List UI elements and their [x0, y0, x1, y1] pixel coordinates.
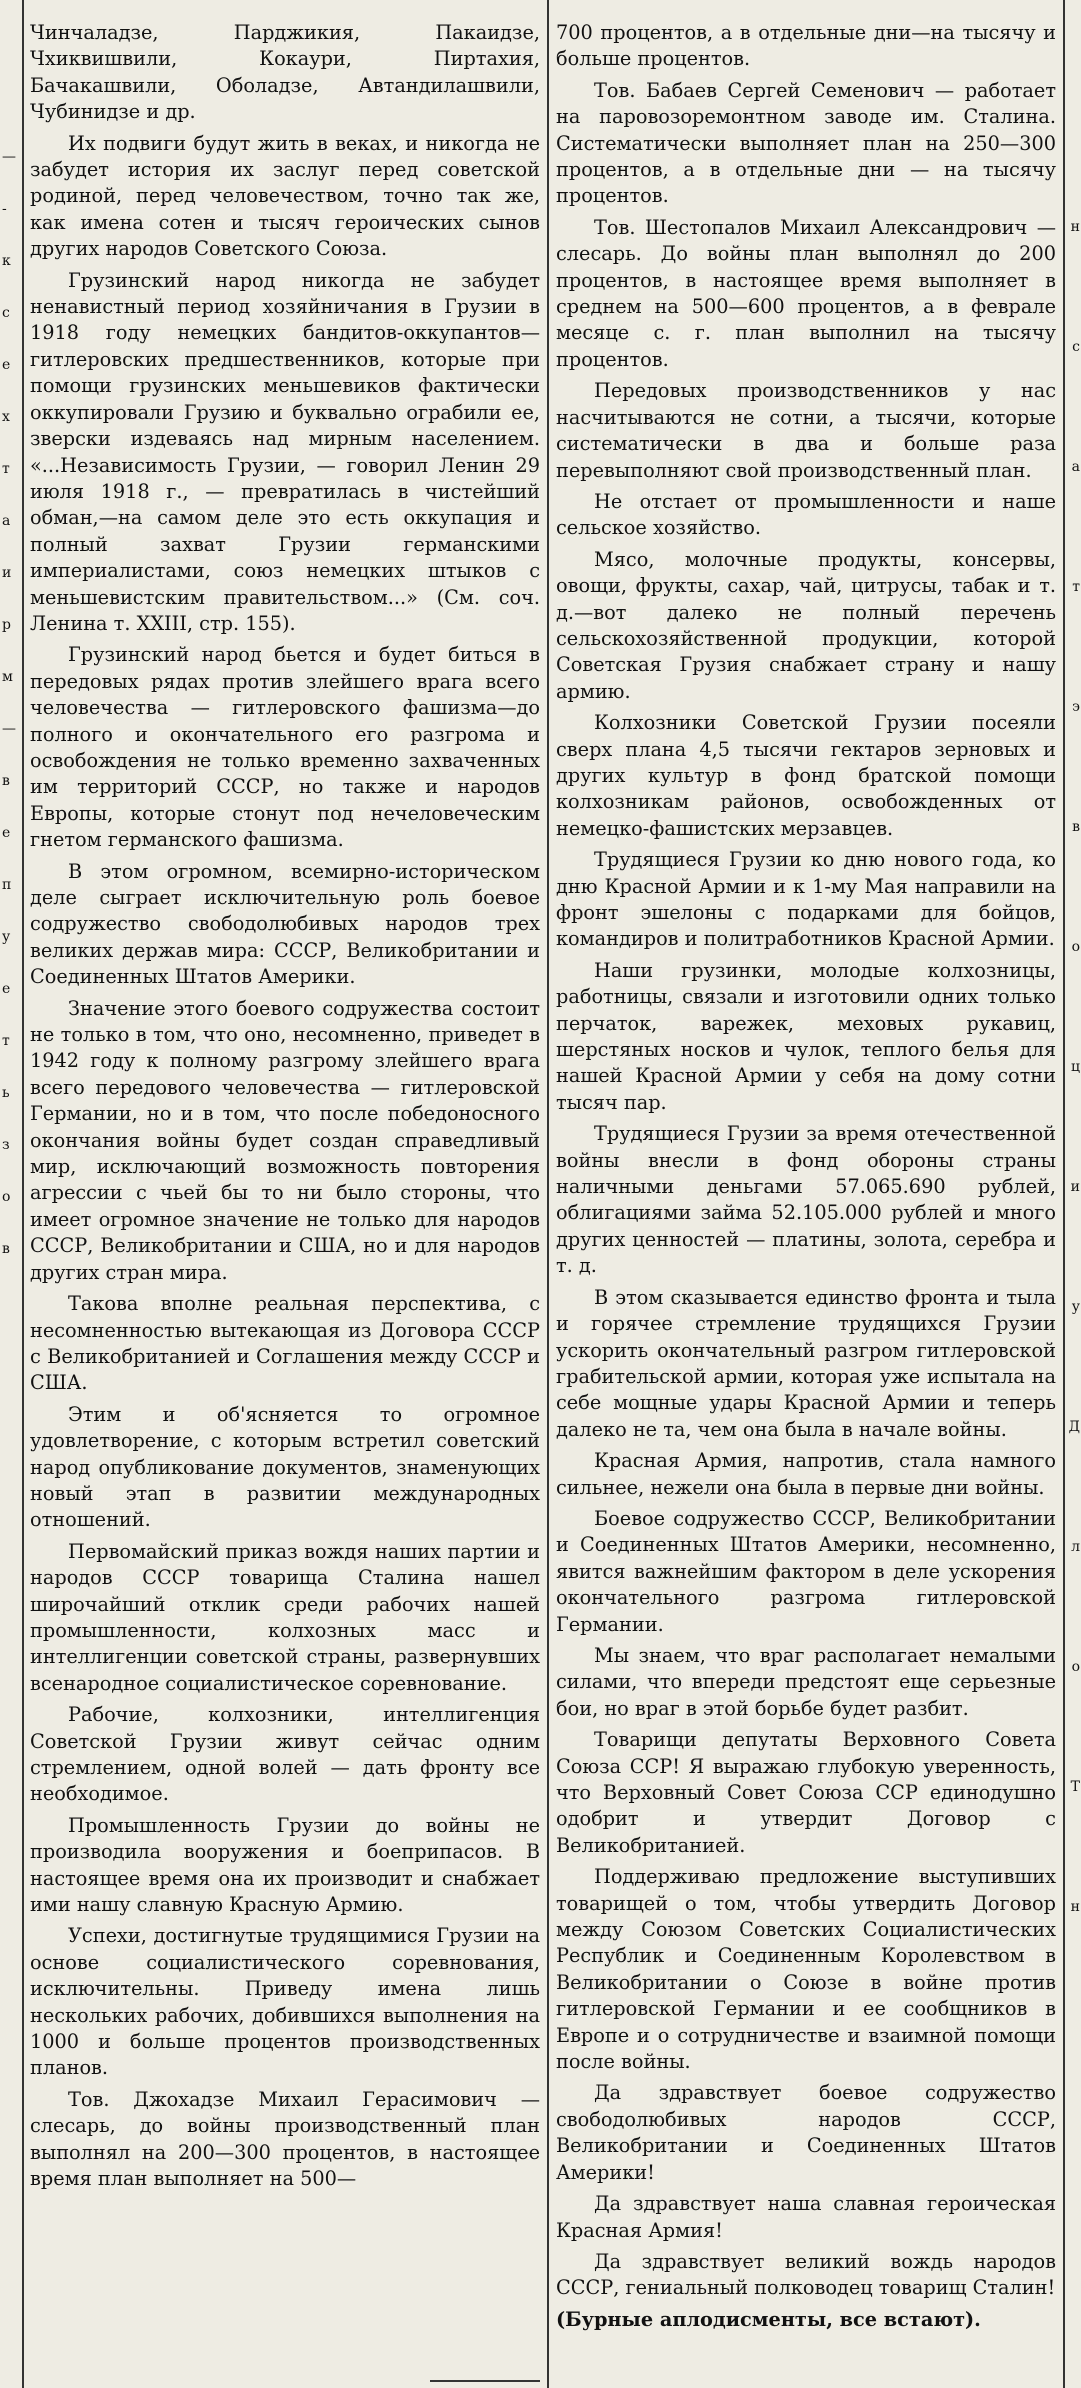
edge-fragment: з — [2, 1137, 10, 1153]
edge-fragment: — — [2, 721, 16, 737]
edge-fragment: а — [1071, 459, 1080, 475]
paragraph: Этим и об'ясняется то огромное удовлетворение, с которым встретил советский народ опубликование документов, знаменующих новый этап в развитии международных отношений. — [30, 1402, 540, 1532]
paragraph: Рабочие, колхозники, интеллигенция Советской Грузии живут сейчас одним стремлением, одной волей — дать фронту все необходимое. — [30, 1703, 540, 1806]
edge-fragment: о — [2, 1189, 11, 1205]
edge-fragment: е — [2, 825, 11, 841]
edge-fragment: Т — [1070, 1779, 1080, 1795]
paragraph: Трудящиеся Грузии ко дню нового года, ко дню Красной Армии и к 1-му Мая направили на фронт эшелоны с подарками для бойцов, командиров и политработников Красной Армии. — [556, 848, 1056, 951]
edge-fragment: ь — [2, 1085, 10, 1101]
edge-fragment: о — [1071, 1659, 1080, 1675]
paragraph: Их подвиги будут жить в веках, и никогда не забудет история их заслуг перед советской родиной, перед человечеством, точно так же, как имена сотен и тысяч героических сынов других народов Советского Союза. — [30, 131, 540, 261]
paragraph: Грузинский народ бьется и будет биться в передовых рядах против злейшего врага всего человечества — гитлеровского фашизма—до полного и окончательного его разгрома и освобождения не только временно захваченных им территорий СССР, но также и народов Европы, которые стонут под нечеловеческим гнетом германского фашизма. — [30, 643, 540, 852]
edge-fragment: т — [1072, 579, 1080, 595]
paragraph: Тов. Джохадзе Михаил Герасимович — слесарь, до войны производственный план выполнял на 200—300 процентов, в настоящее время план выполняет на 500— — [30, 2087, 540, 2191]
edge-fragment: с — [1072, 339, 1080, 355]
paragraph: Красная Армия, напротив, стала намного сильнее, нежели она была в первые дни войны. — [556, 1449, 1056, 1499]
article-column-right — [556, 20, 1056, 2382]
edge-fragment: и — [2, 565, 12, 581]
edge-fragment: у — [1071, 1299, 1080, 1315]
paragraph: Чинчаладзе, Парджикия, Пакаидзе, Чхиквишвили, Кокаури, Пиртахия, Бачакашвили, Оболадзе, Автандилашвили, Чубинидзе и др. — [30, 21, 540, 124]
closing-paragraph — [556, 2307, 1056, 2333]
paragraph: Да здравствует великий вождь народов СССР, гениальный полководец товарищ Сталин! — [556, 2249, 1056, 2300]
edge-fragment: — — [2, 149, 16, 165]
paragraph: Мы знаем, что враг располагает немалыми силами, что впереди предстоят еще серьезные бои, но враг в этой борьбе будет разбит. — [556, 1643, 1056, 1720]
paragraph: Колхозники Советской Грузии посеяли сверх плана 4,5 тысячи гектаров зерновых и других культур в фонд братской помощи колхозникам районов, освобожденных от немецко-фашистских мерзавцев. — [556, 711, 1056, 840]
edge-fragment: в — [1072, 819, 1080, 835]
edge-fragment: к — [2, 253, 11, 269]
column-end-rule — [430, 2380, 540, 2382]
paragraph: В этом огромном, всемирно-историческом деле сыграет исключительную роль боевое содружество свободолюбивых народов трех великих держав мира: СССР, Великобритании и Соединенных Штатов Америки. — [30, 859, 540, 989]
paragraph: Да здравствует боевое содружество свободолюбивых народов СССР, Великобритании и Соединенных Штатов Америки! — [556, 2081, 1056, 2184]
edge-fragment: у — [2, 929, 11, 945]
edge-fragment: о — [1071, 939, 1080, 955]
paragraph: Не отстает от промышленности и наше сельское хозяйство. — [556, 489, 1056, 540]
edge-fragment: в — [2, 773, 10, 789]
edge-fragment: т — [2, 461, 10, 477]
edge-fragment: п — [2, 877, 12, 893]
edge-fragment: е — [2, 357, 11, 373]
right-edge-cut-column — [1063, 0, 1081, 2388]
edge-fragment: - — [2, 201, 7, 217]
left-edge-cut-column — [0, 0, 24, 2388]
applause-note: (Бурные аплодисменты, все встают). — [556, 2307, 981, 2331]
paragraph: Да здравствует наша славная героическая Красная Армия! — [556, 2192, 1056, 2242]
paragraph: Поддерживаю предложение выступивших товарищей о том, чтобы утвердить Договор между Союзом Советских Социалистических Республик и Соединенным Королевством в Великобритании о Союзе в войне против гитлеровской Германии и ее сообщников в Европе и о сотрудничестве и взаимной помощи после войны. — [556, 1865, 1056, 2074]
paragraph: 700 процентов, а в отдельные дни—на тысячу и больше процентов. — [556, 21, 1056, 71]
paragraph: Трудящиеся Грузии за время отечественной войны внесли в фонд обороны страны наличными деньгами 57.065.690 рублей, облигациями займа 52.105.000 рублей и много других ценностей — платины, золота, серебра и т. д. — [556, 1122, 1056, 1278]
paragraph: Первомайский приказ вождя наших партии и народов СССР товарища Сталина нашел широчайший отклик среди рабочих нашей промышленности, колхозных масс и интеллигенции советской страны, развернувших всенародное социалистическое соревнование. — [30, 1539, 540, 1695]
paragraph: Наши грузинки, молодые колхозницы, работницы, связали и изготовили одних только перчаток, варежек, меховых рукавиц, шерстяных носков и чулок, теплого белья для нашей Красной Армии у себя на дому сотни тысяч пар. — [556, 958, 1056, 1114]
article-column-left — [30, 20, 540, 2382]
paragraph: Успехи, достигнутые трудящимися Грузии на основе социалистического соревнования, исключительны. Приведу имена лишь нескольких рабочих, добившихся выполнения на 1000 и больше процентов производственных планов. — [30, 1924, 540, 2080]
paragraph: Товарищи депутаты Верховного Совета Союза ССР! Я выражаю глубокую уверенность, что Верховный Совет Союза ССР единодушно одобрит и утвердит Договор с Великобританией. — [556, 1728, 1056, 1857]
paragraph: Промышленность Грузии до войны не производила вооружения и боеприпасов. В настоящее время она их производит и снабжает ими нашу славную Красную Армию. — [30, 1813, 540, 1917]
edge-fragment: е — [2, 981, 11, 997]
paragraph: Грузинский народ никогда не забудет ненавистный период хозяйничания в Грузии в 1918 году немецких бандитов-оккупантов—гитлеровских предшественников, которые при помощи грузинских меньшевиков фактически оккупировали Грузию и буквально ограбили ее, зверски издеваясь над мирным населением. «...Независимость Грузии, — говорил Ленин 29 июля 1918 г., — превратилась в чистейший обман,—на самом деле это есть оккупация и полный захват Грузии германскими империалистами, союз немецких штыков с меньшевистским правительством...» (См. соч. Ленина т. XXIII, стр. 155). — [30, 268, 540, 635]
edge-fragment: в — [2, 1241, 10, 1257]
paragraph: Такова вполне реальная перспектива, с несомненностью вытекающая из Договора СССР с Великобританией и Соглашения между СССР и США. — [30, 1292, 540, 1395]
paragraph: Боевое содружество СССР, Великобритании и Соединенных Штатов Америки, несомненно, явится важнейшим фактором в деле ускорения окончательного разгрома гитлеровской Германии. — [556, 1506, 1056, 1636]
paragraph: Мясо, молочные продукты, консервы, овощи, фрукты, сахар, чай, цитрусы, табак и т. д.—вот далеко не полный перечень сельскохозяйственной продукции, которой Советская Грузия снабжает страну и нашу армию. — [556, 547, 1056, 703]
edge-fragment: т — [2, 1033, 10, 1049]
paragraph: В этом сказывается единство фронта и тыла и горячее стремление трудящихся Грузии ускорить окончательный разгром гитлеровской грабительской армии, которая уже испытала на себе мощные удары Красной Армии и теперь далеко не та, чем она была в начале войны. — [556, 1285, 1056, 1441]
edge-fragment: Д — [1068, 1419, 1080, 1435]
edge-fragment: э — [1072, 699, 1080, 715]
edge-fragment: а — [2, 513, 11, 529]
edge-fragment: м — [2, 669, 13, 685]
paragraph: Передовых производственников у нас насчитываются не сотни, а тысячи, которые систематически в два и больше раза перевыполняют свой производственный план. — [556, 379, 1056, 482]
edge-fragment: н — [1070, 219, 1080, 235]
edge-fragment: р — [2, 617, 11, 633]
edge-fragment: с — [2, 305, 10, 321]
edge-fragment: и — [1070, 1179, 1080, 1195]
edge-fragment: х — [2, 409, 10, 425]
paragraph: Тов. Бабаев Сергей Семенович — работает на паровозоремонтном заводе им. Сталина. Систематически выполняет план на 250—300 процентов, а в отдельные дни — на тысячу процентов. — [556, 78, 1056, 208]
paragraph: Тов. Шестопалов Михаил Александрович — слесарь. До войны план выполнял до 200 процентов, в настоящее время выполняет в среднем на 500—600 процентов, а в феврале месяце с. г. план выполнил на тысячу процентов. — [556, 215, 1056, 371]
column-divider — [547, 0, 549, 2388]
edge-fragment: л — [1071, 1539, 1080, 1555]
paragraph: Значение этого боевого содружества состоит не только в том, что оно, несомненно, приведет в 1942 году к полному разгрому злейшего врага всего передового человечества — гитлеровской Германии, но и в том, что после победоносного окончания войны будет создан справедливый мир, исключающий возможность повторения агрессии с чьей бы то ни было стороны, что имеет огромное значение не только для народов СССР, Великобритании и США, но и для народов других стран мира. — [30, 996, 540, 1284]
edge-fragment: н — [1070, 1899, 1080, 1915]
edge-fragment: ц — [1070, 1059, 1080, 1075]
